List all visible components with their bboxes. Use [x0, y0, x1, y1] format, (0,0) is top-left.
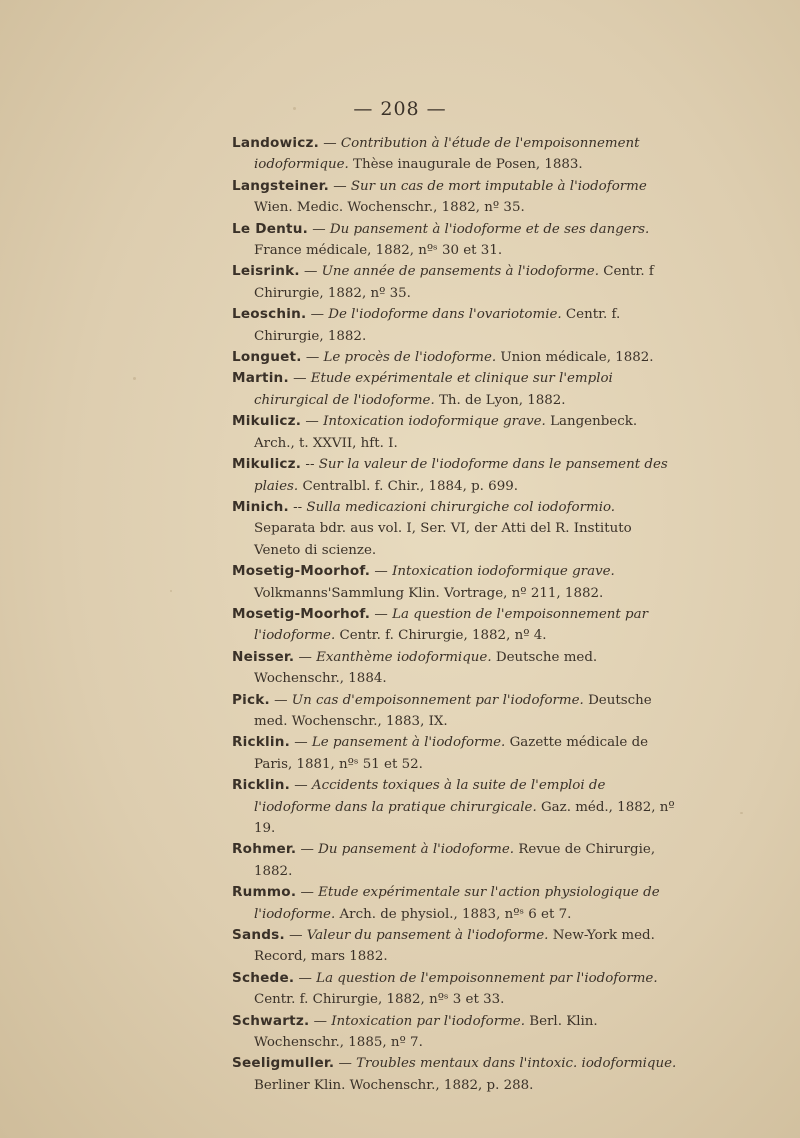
entry-title: Le pansement à l'iodoforme. [311, 735, 506, 751]
bibliography-entry [232, 882, 680, 925]
entry-separator: — [318, 136, 341, 151]
entry-separator: — [288, 371, 311, 387]
paper-speck [740, 812, 743, 814]
entry-citation: Revue de Chirurgie, 1882. [254, 842, 656, 879]
entry-author: Ricklin. [232, 777, 290, 794]
entry-title: Sur un cas de mort imputable à l'iodoforme [350, 178, 647, 194]
entry-separator: — [294, 970, 317, 986]
bibliography-entry [232, 604, 680, 647]
bibliography-entry [232, 775, 680, 839]
entry-title: Contribution à l'étude de l'empoisonnement iodoformique. [254, 136, 640, 173]
entry-citation: Centr. f. Chirurgie, 1882. [254, 307, 621, 344]
entry-title: Troubles mentaux dans l'intoxic. iodoformique. [356, 1056, 677, 1072]
bibliography-list [232, 133, 680, 1096]
entry-title: Un cas d'empoisonnement par l'iodoforme. [291, 692, 584, 708]
entry-author: Neisser. [232, 648, 295, 665]
bibliography-entry [232, 839, 680, 882]
entry-author: Sands. [232, 927, 285, 944]
entry-title: Valeur du pansement à l'iodoforme. [306, 928, 549, 944]
entry-citation: Centr. f Chirurgie, 1882, nº 35. [254, 264, 654, 301]
bibliography-entry [232, 1053, 680, 1096]
entry-author: Mosetig-Moorhof. [232, 605, 371, 622]
bibliography-entry [232, 133, 680, 176]
entry-title: Exanthème iodoformique. [316, 649, 492, 665]
entry-author: Seeligmuller. [232, 1055, 335, 1072]
bibliography-entry [232, 347, 680, 368]
entry-title: Intoxication iodoformique grave. [323, 414, 546, 430]
entry-separator: — [306, 307, 329, 323]
entry-citation: Gaz. méd., 1882, nº 19. [254, 799, 675, 836]
entry-title: Etude expérimentale et clinique sur l'emploi chirurgical de l'iodoforme. [254, 371, 613, 408]
entry-citation: New-York med. Record, mars 1882. [254, 928, 655, 965]
bibliography-entry [232, 925, 680, 968]
entry-separator: — [290, 735, 312, 751]
entry-citation: Berl. Klin. Wochenschr., 1885, nº 7. [254, 1013, 598, 1051]
paper-speck [293, 107, 296, 110]
entry-citation: Separata bdr. aus vol. I, Ser. VI, der Atti del R. Instituto Veneto di scienze. [254, 521, 632, 558]
entry-author: Pick. [232, 691, 270, 708]
page-number: — 208 — [353, 98, 447, 120]
entry-citation: Berliner Klin. Wochenschr., 1882, p. 288. [254, 1077, 534, 1093]
entry-separator: — [301, 350, 324, 366]
entry-separator: — [370, 564, 393, 580]
bibliography-entry [232, 732, 680, 775]
bibliography-entry [232, 176, 680, 219]
entry-author: Ricklin. [232, 734, 290, 751]
entry-author: Rohmer. [232, 841, 297, 858]
bibliography-entry [232, 304, 680, 347]
entry-separator: — [294, 649, 317, 665]
entry-title: Du pansement à l'iodoforme. [318, 842, 515, 858]
entry-citation: Thèse inaugurale de Posen, 1883. [348, 157, 583, 173]
entry-author: Leoschin. [232, 306, 307, 323]
entry-separator: — [299, 264, 322, 280]
entry-author: Mosetig-Moorhof. [232, 563, 371, 580]
entry-title: Sulla medicazioni chirurgiche col iodoformio. [306, 499, 616, 515]
entry-separator: — [296, 885, 319, 901]
entry-citation: Langenbeck. Arch., t. XXVII, hft. I. [254, 414, 638, 451]
entry-author: Mikulicz. [232, 456, 302, 473]
entry-title: Sur la valeur de l'iodoforme dans le pansement des plaies. [254, 457, 668, 494]
entry-title: Accidents toxiques à la suite de l'emploi de l'iodoforme dans la pratique chirurgicale. [254, 778, 606, 815]
paper-speck [133, 377, 136, 380]
entry-author: Le Dentu. [232, 220, 308, 237]
bibliography-entry [232, 647, 680, 690]
entry-author: Schwartz. [232, 1012, 310, 1029]
entry-author: Longuet. [232, 349, 302, 366]
entry-citation: Centr. f. Chirurgie, 1882, nº 4. [335, 628, 547, 644]
entry-separator: — [290, 778, 312, 794]
entry-title: Une année de pansements à l'iodoforme. [321, 264, 599, 280]
entry-author: Leisrink. [232, 263, 300, 280]
bibliography-entry [232, 561, 680, 604]
entry-separator: — [328, 178, 351, 194]
entry-title: La question de l'empoisonnement par l'iodoforme. [316, 970, 658, 986]
entry-separator: — [296, 842, 319, 858]
entry-author: Mikulicz. [232, 413, 302, 430]
entry-title: Intoxication par l'iodoforme. [331, 1013, 525, 1029]
entry-citation: France médicale, 1882, nºˢ 30 et 31. [254, 243, 503, 259]
entry-citation: Centr. f. Chirurgie, 1882, nºˢ 3 et 33. [254, 992, 505, 1008]
bibliography-entry [232, 219, 680, 262]
entry-title: De l'iodoforme dans l'ovariotomie. [328, 307, 562, 323]
entry-separator: — [370, 606, 393, 622]
entry-author: Langsteiner. [232, 177, 329, 194]
entry-citation: Centralbl. f. Chir., 1884, p. 699. [298, 478, 518, 494]
bibliography-entry [232, 968, 680, 1011]
entry-separator: — [307, 221, 330, 237]
bibliography-entry [232, 1011, 680, 1054]
entry-separator: — [284, 928, 307, 944]
entry-citation: Union médicale, 1882. [496, 350, 654, 366]
entry-separator: — [334, 1056, 357, 1072]
entry-title: Le procès de l'iodoforme. [323, 350, 497, 366]
entry-title: Du pansement à l'iodoforme et de ses dangers. [329, 221, 650, 237]
bibliography-entry [232, 261, 680, 304]
entry-citation: Volkmanns'Sammlung Klin. Vortrage, nº 211, 1882. [254, 585, 604, 601]
entry-author: Schede. [232, 969, 295, 986]
entry-author: Minich. [232, 498, 289, 515]
entry-separator: -- [301, 457, 319, 473]
bibliography-entry [232, 497, 680, 561]
entry-citation: Gazette médicale de Paris, 1881, nºˢ 51 et 52. [254, 735, 649, 772]
entry-separator: — [269, 692, 292, 708]
entry-citation: Deutsche med. Wochenschr., 1883, IX. [254, 692, 652, 729]
entry-author: Rummo. [232, 884, 297, 901]
bibliography-entry [232, 411, 680, 454]
entry-citation: Deutsche med. Wochenschr., 1884. [254, 649, 598, 687]
entry-citation: Th. de Lyon, 1882. [434, 392, 566, 408]
entry-separator: — [301, 414, 324, 430]
entry-title: La question de l'empoisonnement par l'iodoforme. [254, 606, 649, 644]
entry-citation: Arch. de physiol., 1883, nºˢ 6 et 7. [335, 906, 572, 922]
paper-speck [170, 590, 172, 592]
bibliography-entry [232, 454, 680, 497]
entry-title: Etude expérimentale sur l'action physiologique de l'iodoforme. [254, 885, 660, 922]
entry-title: Intoxication iodoformique grave. [392, 564, 615, 580]
entry-author: Landowicz. [232, 135, 319, 151]
entry-separator: — [309, 1013, 332, 1029]
entry-citation: Wien. Medic. Wochenschr., 1882, nº 35. [254, 200, 525, 216]
entry-separator: -- [288, 499, 307, 515]
bibliography-entry [232, 690, 680, 733]
bibliography-entry [232, 368, 680, 411]
entry-author: Martin. [232, 370, 289, 387]
